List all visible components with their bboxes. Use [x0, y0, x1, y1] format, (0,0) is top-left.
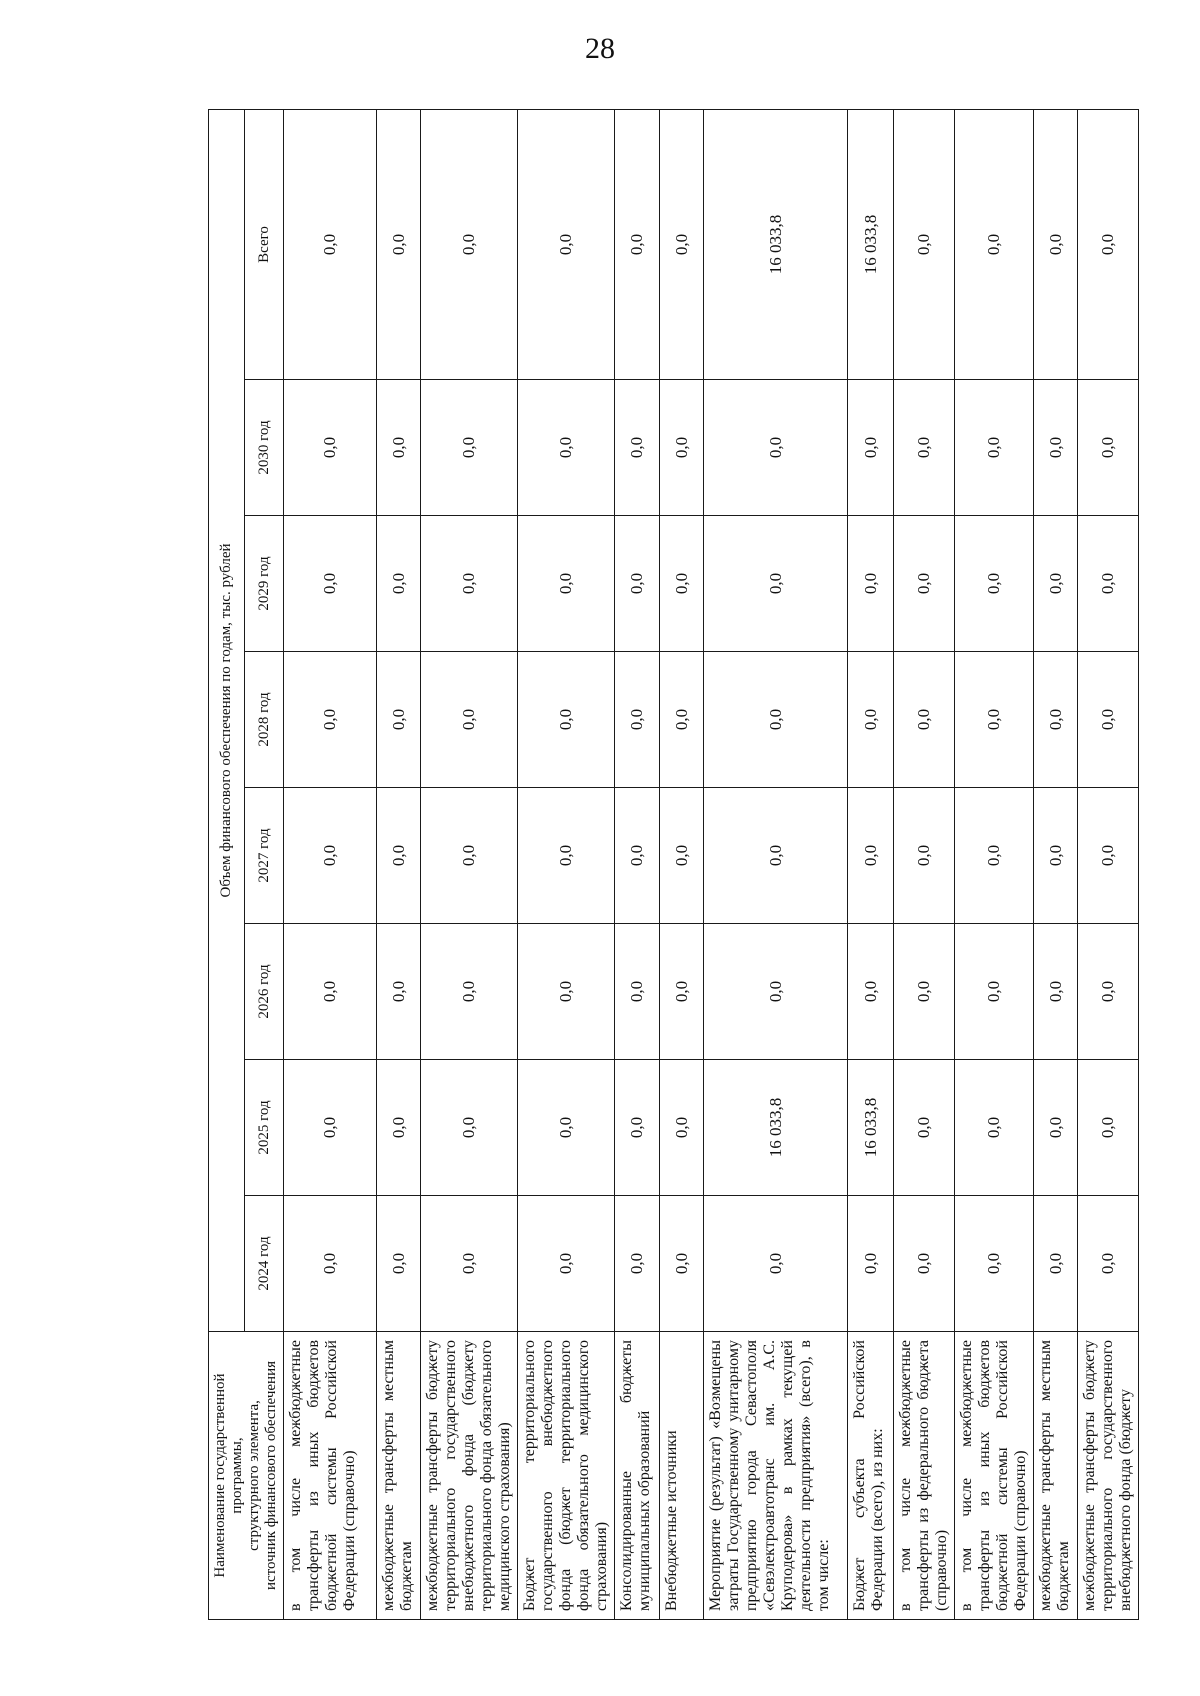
cell-value: 0,0: [421, 788, 518, 924]
cell-value: 0,0: [659, 652, 703, 788]
header-year: 2028 год: [245, 652, 284, 788]
cell-value: 0,0: [954, 788, 1033, 924]
cell-value: 0,0: [847, 788, 893, 924]
cell-value: 0,0: [659, 516, 703, 652]
cell-value: 0,0: [421, 924, 518, 1060]
cell-value: 0,0: [1033, 924, 1077, 1060]
cell-value: 0,0: [518, 380, 615, 516]
row-label: в том числе межбюджетные трансферты из федерального бюджета (справочно): [894, 1332, 955, 1620]
cell-value: 0,0: [518, 924, 615, 1060]
cell-value: 0,0: [615, 1060, 659, 1196]
cell-value: 0,0: [518, 1060, 615, 1196]
cell-value: 0,0: [704, 380, 848, 516]
cell-value: 0,0: [704, 1196, 848, 1332]
row-label: межбюджетные трансферты местным бюджетам: [376, 1332, 420, 1620]
cell-value: 0,0: [518, 788, 615, 924]
cell-value: 0,0: [615, 380, 659, 516]
cell-total: 0,0: [1078, 109, 1139, 379]
cell-value: 0,0: [284, 788, 377, 924]
cell-value: 0,0: [659, 1196, 703, 1332]
cell-value: 0,0: [376, 516, 420, 652]
cell-value: 0,0: [376, 380, 420, 516]
cell-value: 0,0: [615, 788, 659, 924]
header-year: 2027 год: [245, 788, 284, 924]
cell-value: 0,0: [376, 924, 420, 1060]
table-row: [421, 109, 518, 1619]
header-name-line-1: Наименование государственной программы,: [212, 1373, 245, 1578]
cell-total: 0,0: [376, 109, 420, 379]
table-row: [615, 109, 659, 1619]
cell-total: 0,0: [659, 109, 703, 379]
cell-value: 0,0: [284, 924, 377, 1060]
cell-value: 0,0: [1078, 1196, 1139, 1332]
cell-value: 0,0: [421, 1196, 518, 1332]
cell-value: 0,0: [954, 1196, 1033, 1332]
header-name-column: [209, 1332, 284, 1620]
cell-value: 0,0: [284, 380, 377, 516]
cell-value: 0,0: [284, 1060, 377, 1196]
rotated-table-frame: [208, 110, 1134, 1620]
cell-total: 0,0: [894, 109, 955, 379]
cell-value: 0,0: [615, 652, 659, 788]
cell-total: 0,0: [518, 109, 615, 379]
cell-value: 0,0: [421, 1060, 518, 1196]
cell-value: 0,0: [847, 380, 893, 516]
header-year: 2026 год: [245, 924, 284, 1060]
cell-value: 0,0: [421, 516, 518, 652]
row-label: межбюджетные трансферты бюджету территориального государственного внебюджетного фонда (бюджету: [1078, 1332, 1139, 1620]
cell-value: 0,0: [954, 380, 1033, 516]
header-name-line-2: структурного элемента,: [246, 1400, 262, 1551]
cell-value: 0,0: [847, 652, 893, 788]
cell-total: 0,0: [615, 109, 659, 379]
header-total: Всего: [245, 109, 284, 379]
cell-value: 0,0: [704, 788, 848, 924]
cell-total: 0,0: [284, 109, 377, 379]
table-row: [284, 109, 377, 1619]
cell-value: 0,0: [847, 516, 893, 652]
cell-value: 0,0: [704, 516, 848, 652]
cell-value: 0,0: [615, 1196, 659, 1332]
cell-value: 0,0: [1078, 652, 1139, 788]
cell-value: 0,0: [1033, 516, 1077, 652]
table-row: [704, 109, 848, 1619]
cell-value: 0,0: [954, 924, 1033, 1060]
cell-value: 0,0: [894, 788, 955, 924]
cell-value: 0,0: [704, 924, 848, 1060]
cell-value: 0,0: [894, 1196, 955, 1332]
cell-value: 0,0: [615, 516, 659, 652]
cell-value: 0,0: [376, 1060, 420, 1196]
cell-value: 0,0: [894, 516, 955, 652]
row-label: Консолидированные бюджеты муниципальных образований: [615, 1332, 659, 1620]
cell-value: 0,0: [847, 924, 893, 1060]
cell-total: 0,0: [421, 109, 518, 379]
header-name-line-3: источник финансового обеспечения: [263, 1361, 279, 1591]
cell-value: 0,0: [954, 1060, 1033, 1196]
header-year: 2029 год: [245, 516, 284, 652]
cell-value: 16 033,8: [704, 1060, 848, 1196]
cell-value: 0,0: [1033, 1060, 1077, 1196]
row-label: Внебюджетные источники: [659, 1332, 703, 1620]
cell-value: 0,0: [284, 516, 377, 652]
cell-value: 0,0: [1033, 788, 1077, 924]
cell-value: 0,0: [659, 924, 703, 1060]
cell-value: 0,0: [1033, 652, 1077, 788]
page-number: 28: [585, 32, 615, 65]
cell-value: 0,0: [376, 1196, 420, 1332]
table-row: [1078, 109, 1139, 1619]
financing-table: [208, 109, 1139, 1620]
header-year: 2030 год: [245, 380, 284, 516]
row-label: Бюджет территориального государственного внебюджетного фонда (бюджет территориального фонда обязательного медицинского страхования): [518, 1332, 615, 1620]
cell-value: 0,0: [376, 652, 420, 788]
table-row: [659, 109, 703, 1619]
cell-value: 0,0: [615, 924, 659, 1060]
cell-value: 0,0: [421, 380, 518, 516]
header-financing-group: Объем финансового обеспечения по годам, тыс. рублей: [209, 109, 245, 1331]
cell-value: 0,0: [704, 652, 848, 788]
cell-value: 0,0: [1033, 380, 1077, 516]
table-row: [376, 109, 420, 1619]
table-row: [847, 109, 893, 1619]
cell-total: 16 033,8: [704, 109, 848, 379]
cell-value: 0,0: [518, 1196, 615, 1332]
cell-value: 0,0: [1078, 516, 1139, 652]
cell-value: 0,0: [894, 924, 955, 1060]
row-label: Бюджет субъекта Российской Федерации (всего), из них:: [847, 1332, 893, 1620]
cell-value: 16 033,8: [847, 1060, 893, 1196]
cell-value: 0,0: [518, 516, 615, 652]
cell-value: 0,0: [894, 1060, 955, 1196]
cell-value: 0,0: [659, 788, 703, 924]
cell-value: 0,0: [284, 652, 377, 788]
cell-value: 0,0: [421, 652, 518, 788]
cell-value: 0,0: [518, 652, 615, 788]
cell-value: 0,0: [894, 652, 955, 788]
header-year: 2024 год: [245, 1196, 284, 1332]
cell-value: 0,0: [1078, 924, 1139, 1060]
row-label: в том числе межбюджетные трансферты из иных бюджетов бюджетной системы Российской Федерации (справочно): [954, 1332, 1033, 1620]
table-row: [894, 109, 955, 1619]
row-label: Мероприятие (результат) «Возмещены затраты Государственному унитарному предприятию города Севастополя «Севэлектроавтотранс им. А.С. Круподерова» в рамках текущей деятельности предприятия» (всего), в том числе:: [704, 1332, 848, 1620]
cell-total: 16 033,8: [847, 109, 893, 379]
cell-value: 0,0: [659, 380, 703, 516]
cell-value: 0,0: [659, 1060, 703, 1196]
cell-value: 0,0: [1078, 380, 1139, 516]
cell-value: 0,0: [894, 380, 955, 516]
cell-value: 0,0: [954, 652, 1033, 788]
table-row: [954, 109, 1033, 1619]
cell-total: 0,0: [1033, 109, 1077, 379]
row-label: в том числе межбюджетные трансферты из иных бюджетов бюджетной системы Российской Федерации (справочно): [284, 1332, 377, 1620]
row-label: межбюджетные трансферты местным бюджетам: [1033, 1332, 1077, 1620]
cell-value: 0,0: [284, 1196, 377, 1332]
cell-value: 0,0: [376, 788, 420, 924]
cell-value: 0,0: [954, 516, 1033, 652]
cell-value: 0,0: [1078, 788, 1139, 924]
cell-total: 0,0: [954, 109, 1033, 379]
table-row: [1033, 109, 1077, 1619]
cell-value: 0,0: [847, 1196, 893, 1332]
cell-value: 0,0: [1078, 1060, 1139, 1196]
table-row: [518, 109, 615, 1619]
cell-value: 0,0: [1033, 1196, 1077, 1332]
header-year: 2025 год: [245, 1060, 284, 1196]
row-label: межбюджетные трансферты бюджету территориального государственного внебюджетного фонда (бюджету территориального фонда обязательного медицинского страхования): [421, 1332, 518, 1620]
